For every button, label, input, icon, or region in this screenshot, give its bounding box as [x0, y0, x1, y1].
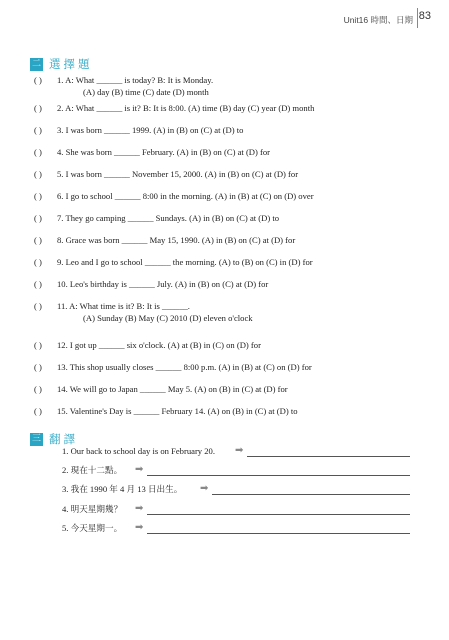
translation-item	[62, 464, 422, 476]
question-text: 12. I got up ______ six o'clock. (A) at (B) in (C) on (D) for	[57, 340, 261, 350]
section-number-badge: 三	[31, 433, 41, 444]
answer-blank[interactable]: ( )	[34, 340, 42, 350]
translation-prompt: 3. 我在 1990 年 4 月 13 日出生。	[62, 484, 183, 494]
answer-blank[interactable]: ( )	[34, 213, 42, 223]
question-text: 6. I go to school ______ 8:00 in the morning. (A) in (B) at (C) on (D) over	[57, 191, 314, 201]
question-item	[34, 168, 298, 180]
question-text: 13. This shop usually closes ______ 8:00 p.m. (A) in (B) at (C) on (D) for	[57, 362, 312, 372]
question-item	[34, 300, 253, 324]
section-title-text: 選擇題	[49, 57, 93, 71]
arrow-right-icon: ➡	[135, 464, 144, 475]
translation-prompt: 5. 今天星期一。	[62, 523, 123, 533]
answer-blank[interactable]: ( )	[34, 103, 42, 113]
question-text: 2. A: What ______ is it? B: It is 8:00. (A) time (B) day (C) year (D) month	[57, 103, 315, 113]
page-header	[0, 0, 449, 36]
answer-blank[interactable]: ( )	[34, 384, 42, 394]
question-text: 15. Valentine's Day is ______ February 14. (A) on (B) in (C) at (D) to	[57, 406, 298, 416]
translation-item	[62, 522, 422, 534]
arrow-right-icon: ➡	[135, 522, 144, 533]
section-multiple-choice-title	[30, 56, 93, 72]
translation-prompt: 1. Our back to school day is on February 20.	[62, 446, 215, 456]
answer-blank[interactable]: ( )	[34, 191, 42, 201]
arrow-right-icon: ➡	[200, 483, 209, 494]
translation-item	[62, 445, 422, 457]
question-text: 14. We will go to Japan ______ May 5. (A) on (B) in (C) at (D) for	[57, 384, 288, 394]
answer-line[interactable]	[147, 533, 410, 534]
question-options: (A) Sunday (B) May (C) 2010 (D) eleven o'clock	[83, 313, 253, 323]
question-item	[34, 383, 288, 395]
translation-prompt: 2. 現在十二點。	[62, 465, 123, 475]
section-number-badge: 二	[31, 58, 41, 69]
question-text: 4. She was born ______ February. (A) in (B) on (C) at (D) for	[57, 147, 271, 157]
question-text: 5. I was born ______ November 15, 2000. (A) in (B) on (C) at (D) for	[57, 169, 299, 179]
answer-blank[interactable]: ( )	[34, 257, 42, 267]
answer-line[interactable]	[247, 456, 410, 457]
answer-blank[interactable]: ( )	[34, 279, 42, 289]
answer-blank[interactable]: ( )	[34, 301, 42, 311]
arrow-right-icon: ➡	[135, 503, 144, 514]
answer-blank[interactable]: ( )	[34, 406, 42, 416]
section-title-text: 翻譯	[49, 432, 78, 446]
question-item	[34, 146, 270, 158]
question-item	[34, 190, 314, 202]
question-options: (A) day (B) time (C) date (D) month	[83, 87, 209, 97]
page-number: 83	[418, 10, 431, 22]
question-item	[34, 212, 279, 224]
question-item	[34, 102, 314, 114]
question-item	[34, 278, 268, 290]
question-text: 9. Leo and I go to school ______ the morning. (A) to (B) on (C) in (D) for	[57, 257, 313, 267]
answer-blank[interactable]: ( )	[34, 125, 42, 135]
question-item	[34, 256, 313, 268]
question-item	[34, 405, 298, 417]
translation-item	[62, 503, 422, 515]
question-text: 10. Leo's birthday is ______ July. (A) in (B) on (C) at (D) for	[57, 279, 269, 289]
question-item	[34, 361, 312, 373]
answer-line[interactable]	[147, 475, 410, 476]
question-item	[34, 74, 213, 98]
question-item	[34, 124, 243, 136]
unit-title: Unit16 時間、日期	[343, 15, 413, 25]
answer-blank[interactable]: ( )	[34, 75, 42, 85]
question-text: 3. I was born ______ 1999. (A) in (B) on (C) at (D) to	[57, 125, 244, 135]
answer-blank[interactable]: ( )	[34, 169, 42, 179]
translation-item	[62, 483, 422, 495]
question-item	[34, 234, 295, 246]
answer-blank[interactable]: ( )	[34, 362, 42, 372]
answer-blank[interactable]: ( )	[34, 235, 42, 245]
question-text: 8. Grace was born ______ May 15, 1990. (A) in (B) on (C) at (D) for	[57, 235, 296, 245]
translation-prompt: 4. 明天星期幾？	[62, 504, 123, 514]
arrow-right-icon: ➡	[235, 445, 244, 456]
answer-line[interactable]	[212, 494, 410, 495]
question-text: 7. They go camping ______ Sundays. (A) in (B) on (C) at (D) to	[57, 213, 280, 223]
question-text: 1. A: What ______ is today? B: It is Monday.	[57, 75, 214, 85]
answer-line[interactable]	[147, 514, 410, 515]
question-text: 11. A: What time is it? B: It is ______.	[57, 301, 190, 311]
answer-blank[interactable]: ( )	[34, 147, 42, 157]
question-item	[34, 339, 261, 351]
